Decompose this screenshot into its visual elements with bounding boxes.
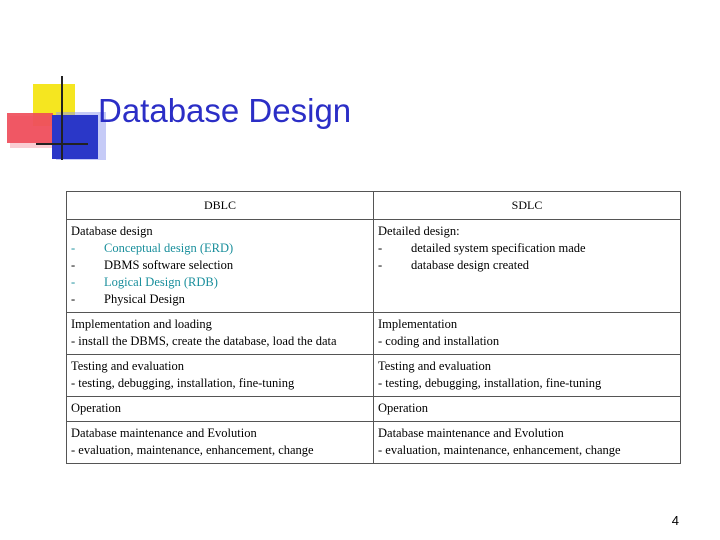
list-item: - DBMS software selection — [71, 258, 234, 272]
cell-detail: - evaluation, maintenance, enhancement, change — [378, 443, 621, 457]
logo-blue-square — [52, 115, 98, 159]
sdlc-cell-maintenance — [374, 422, 681, 464]
sdlc-cell-testing — [374, 355, 681, 397]
cell-heading: Implementation and loading — [71, 317, 212, 331]
cell-heading: Database maintenance and Evolution — [378, 426, 564, 440]
cell-detail: - testing, debugging, installation, fine-tuning — [378, 376, 602, 390]
table-row — [67, 355, 681, 397]
cell-heading: Testing and evaluation — [71, 359, 184, 373]
cell-detail: - coding and installation — [378, 334, 500, 348]
list-item: - Physical Design — [71, 292, 185, 306]
sdlc-cell-implementation — [374, 313, 681, 355]
list-item: - database design created — [378, 258, 529, 272]
decorative-logo — [0, 0, 110, 170]
cell-heading: Implementation — [378, 317, 458, 331]
list-item: - Logical Design (RDB) — [71, 275, 218, 289]
dblc-sdlc-table — [66, 191, 681, 464]
dblc-cell-operation — [67, 397, 374, 422]
table-row — [67, 397, 681, 422]
cell-detail: - evaluation, maintenance, enhancement, change — [71, 443, 314, 457]
cell-heading: Operation — [71, 401, 121, 415]
sdlc-cell-design — [374, 220, 681, 313]
slide-title: Database Design — [98, 92, 352, 129]
dblc-cell-implementation — [67, 313, 374, 355]
table-header-row — [67, 192, 681, 220]
list-item: - Conceptual design (ERD) — [71, 241, 234, 255]
table-row — [67, 220, 681, 313]
header-sdlc: SDLC — [374, 192, 681, 220]
dblc-cell-testing — [67, 355, 374, 397]
logo-red-square — [7, 113, 53, 143]
table-row — [67, 313, 681, 355]
cell-heading: Database maintenance and Evolution — [71, 426, 257, 440]
dblc-cell-maintenance — [67, 422, 374, 464]
header-dblc: DBLC — [67, 192, 374, 220]
cell-heading: Detailed design: — [378, 224, 460, 238]
cell-heading: Database design — [71, 224, 153, 238]
page-number: 4 — [671, 513, 679, 528]
sdlc-cell-operation — [374, 397, 681, 422]
cell-detail: - install the DBMS, create the database, load the data — [71, 334, 337, 348]
cell-heading: Testing and evaluation — [378, 359, 491, 373]
table-row — [67, 422, 681, 464]
logo-vertical-line — [61, 76, 63, 160]
logo-horizontal-line — [36, 143, 88, 145]
dblc-cell-design — [67, 220, 374, 313]
cell-heading: Operation — [378, 401, 428, 415]
list-item: - detailed system specification made — [378, 241, 586, 255]
cell-detail: - testing, debugging, installation, fine-tuning — [71, 376, 295, 390]
